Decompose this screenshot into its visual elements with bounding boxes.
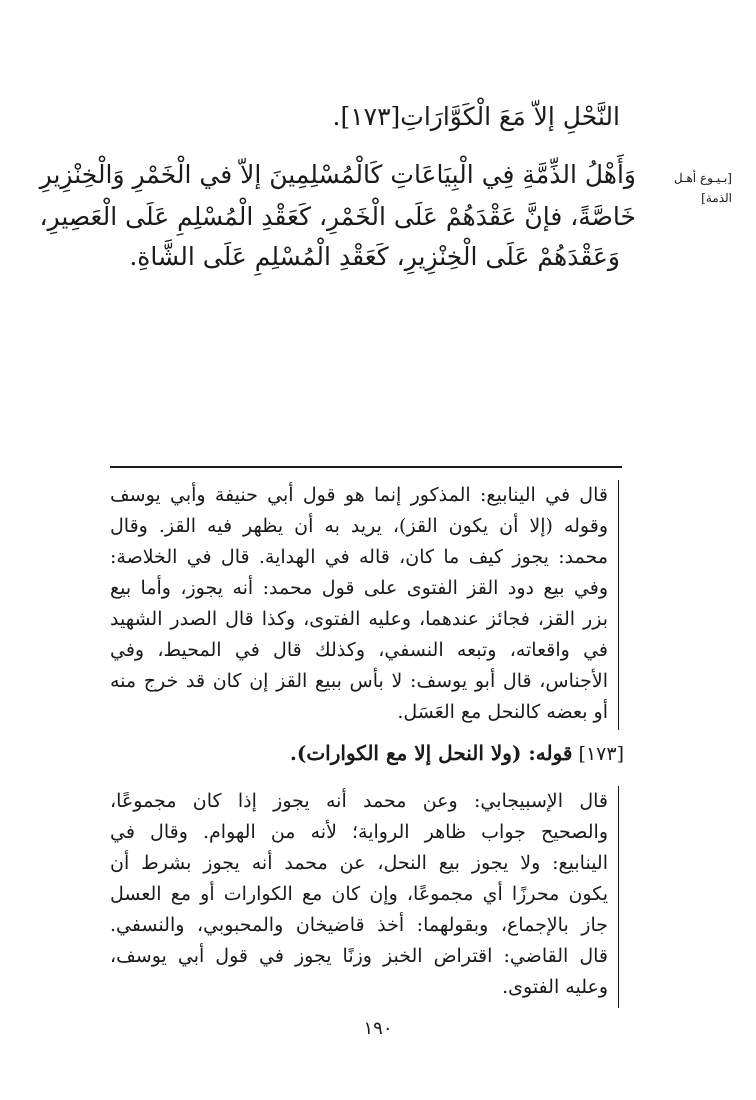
main-text-line-2: وَأَهْلُ الذِّمَّةِ فِي الْبِيَاعَاتِ كَالْمُسْلِمِينَ إلاّ في الْخَمْرِ وَالْخِنْزِيرِ — [39, 160, 636, 189]
footnote-2-line-4: يكون محرزًا أي مجموعًا، وإن كان مع الكوارات أو مع العسل — [110, 883, 608, 905]
footnote-1-line-2: وقوله (إلا أن يكون القز)، يريد به أن يظهر فيه القز. وقال — [110, 515, 608, 537]
footnote-block-1-bar — [618, 480, 619, 730]
margin-label — [648, 168, 732, 208]
footnote-2-line-6: قال القاضي: اقتراض الخبز وزنًا يجوز في قول أبي يوسف، — [110, 945, 608, 967]
footnote-heading — [290, 740, 624, 767]
footnote-2-line-5: جاز بالإجماع، وبقولهما: أخذ قاضيخان والمحبوبي، والنسفي. — [110, 914, 608, 936]
margin-label-line-1: [بـيـوع أهـل — [673, 171, 732, 185]
footnote-separator — [110, 466, 622, 468]
footnote-1-line-1: قال في الينابيع: المذكور إنما هو قول أبي حنيفة وأبي يوسف — [110, 484, 608, 506]
footnote-heading-number: [١٧٣] — [578, 743, 624, 765]
footnote-2-line-1: قال الإسبيجابي: وعن محمد أنه يجوز إذا كان مجموعًا، — [110, 790, 608, 812]
footnote-1-line-5: بزر القز، فجائز عندهما، وعليه الفتوى، وكذا قال الصدر الشهيد — [110, 608, 608, 630]
main-text-line-3: خَاصَّةً، فإنَّ عَقْدَهُمْ عَلَى الْخَمْرِ، كَعَقْدِ الْمُسْلِمِ عَلَى الْعَصِيرِ، — [39, 202, 636, 231]
footnote-1-line-8: أو بعضه كالنحل مع العَسَل. — [397, 701, 608, 723]
main-text-line-1: النَّحْلِ إلاّ مَعَ الْكَوَّارَاتِ[١٧٣]. — [332, 102, 620, 131]
footnote-1-line-4: وفي بيع دود القز الفتوى على قول محمد: أنه يجوز، وأما بيع — [110, 577, 608, 599]
margin-label-line-2: الذمة] — [701, 191, 732, 205]
footnote-1-line-7: الأجناس، قال أبو يوسف: لا بأس ببيع القز إن كان قد خرج منه — [110, 670, 608, 692]
footnote-1-line-3: محمد: يجوز كيف ما كان، قاله في الهداية. قال في الخلاصة: — [110, 546, 608, 568]
footnote-block-2-bar — [618, 786, 619, 1008]
footnote-2-line-2: والصحيح جواب ظاهر الرواية؛ لأنه من الهوام. وقال في — [110, 821, 608, 843]
footnote-heading-text: قوله: (ولا النحل إلا مع الكوارات). — [289, 741, 573, 765]
footnote-1-line-6: في واقعاته، وتبعه النسفي، وكذلك قال في المحيط، وفي — [110, 639, 608, 661]
footnote-2-line-3: الينابيع: ولا يجوز بيع النحل، عن محمد أنه يجوز بشرط أن — [110, 852, 608, 874]
page-number: ١٩٠ — [363, 1018, 393, 1039]
main-text-line-4: وَعَقْدَهُمْ عَلَى الْخِنْزِيرِ، كَعَقْدِ الْمُسْلِمِ عَلَى الشَّاةِ. — [129, 242, 620, 271]
footnote-2-line-7: وعليه الفتوى. — [502, 976, 608, 998]
